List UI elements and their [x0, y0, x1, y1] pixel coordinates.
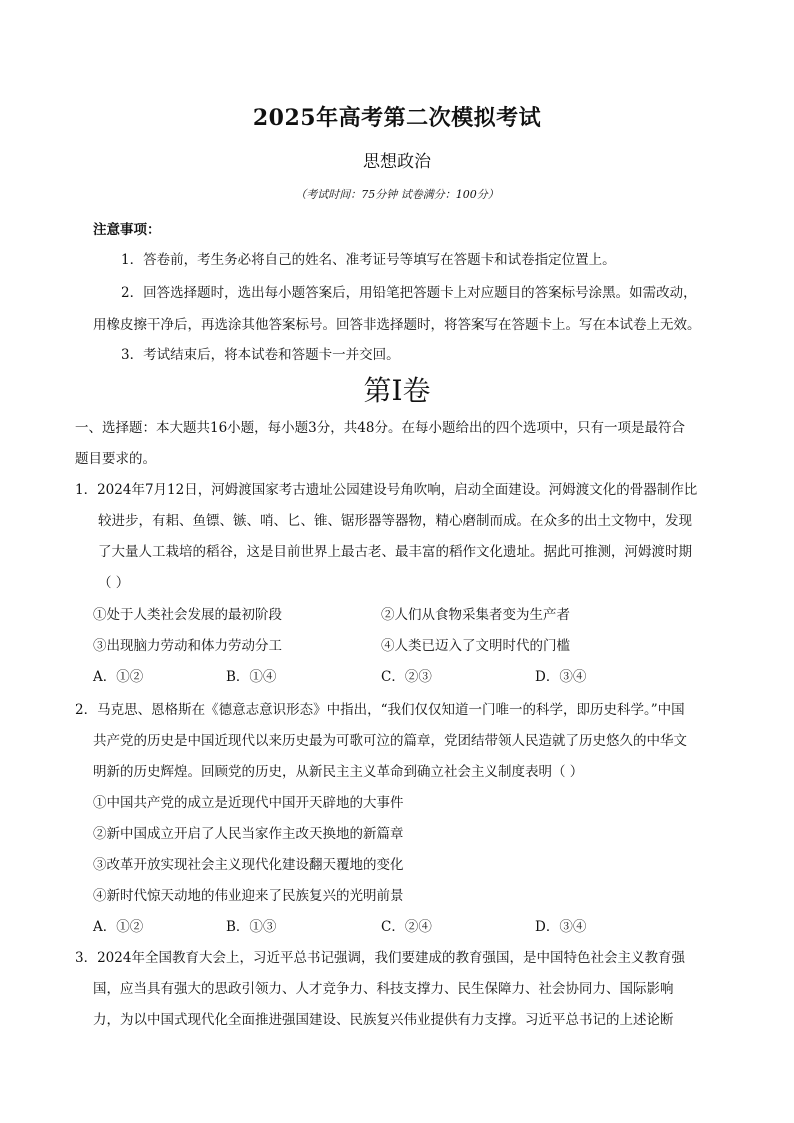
- q2-statement-2: ②新中国成立开启了人民当家作主改天换地的新篇章: [93, 826, 404, 842]
- q1-option-c: C．②③: [381, 669, 432, 685]
- q2-option-c: C．②④: [381, 919, 432, 935]
- q1-option-b: B．①④: [226, 669, 277, 685]
- notice-line-1: 1．答卷前，考生务必将自己的姓名、准考证号等填写在答题卡和试卷指定位置上。: [121, 252, 616, 268]
- q1-statement-1: ①处于人类社会发展的最初阶段: [93, 607, 282, 623]
- q2-line-1: 2．马克思、恩格斯在《德意志意识形态》中指出，“我们仅仅知道一门唯一的科学，即历史科学。”中国: [75, 702, 685, 718]
- q2-statement-3: ③改革开放实现社会主义现代化建设翻天覆地的变化: [93, 857, 404, 873]
- q3-line-1: 3．2024年全国教育大会上，习近平总书记强调，我们要建成的教育强国，是中国特色社会主义教育强: [75, 950, 685, 966]
- exam-info: （考试时间：75分钟 试卷满分：100分）: [295, 188, 499, 201]
- q2-statement-1: ①中国共产党的成立是近现代中国开天辟地的大事件: [93, 795, 404, 811]
- q1-line-1: 1．2024年7月12日，河姆渡国家考古遗址公园建设号角吹响，启动全面建设。河姆渡文化的骨器制作比: [75, 482, 698, 498]
- section-instruction-b: 题目要求的。: [75, 451, 156, 467]
- q2-option-a: A．①②: [93, 919, 144, 935]
- notice-line-3: 3．考试结束后，将本试卷和答题卡一并交回。: [121, 347, 400, 363]
- notice-line-2a: 2．回答选择题时，选出每小题答案后，用铅笔把答题卡上对应题目的答案标号涂黑。如需改动，: [121, 285, 697, 301]
- q1-answer-blank: （ ）: [98, 575, 130, 591]
- q1-option-a: A．①②: [93, 669, 144, 685]
- q1-option-d: D．③④: [535, 669, 587, 685]
- q2-line-2: 共产党的历史是中国近现代以来历史最为可歌可泣的篇章，党团结带领人民造就了历史悠久的中华文: [93, 733, 687, 749]
- notice-line-2b: 用橡皮擦干净后，再选涂其他答案标号。回答非选择题时，将答案写在答题卡上。写在本试卷上无效。: [93, 317, 701, 333]
- notice-heading: 注意事项：: [93, 222, 161, 238]
- q3-line-3: 力，为以中国式现代化全面推进强国建设、民族复兴伟业提供有力支撑。习近平总书记的上述论断: [93, 1012, 674, 1028]
- section-title: 第Ⅰ卷: [363, 374, 431, 407]
- q1-statement-3: ③出现脑力劳动和体力劳动分工: [93, 638, 282, 654]
- q1-line-3: 了大量人工栽培的稻谷，这是目前世界上最古老、最丰富的稻作文化遗址。据此可推测，河姆渡时期: [98, 544, 692, 560]
- q2-statement-4: ④新时代惊天动地的伟业迎来了民族复兴的光明前景: [93, 888, 404, 904]
- q1-line-2: 较进步，有耜、鱼镖、镞、哨、匕、锥、锯形器等器物，精心磨制而成。在众多的出土文物中，发现: [98, 513, 692, 529]
- q2-line-3: 明新的历史辉煌。回顾党的历史，从新民主主义革命到确立社会主义制度表明（ ）: [93, 764, 584, 780]
- q2-option-d: D．③④: [535, 919, 587, 935]
- q1-statement-4: ④人类已迈入了文明时代的门槛: [381, 638, 570, 654]
- q3-line-2: 国，应当具有强大的思政引领力、人才竞争力、科技支撑力、民生保障力、社会协同力、国际影响: [93, 981, 674, 997]
- exam-title: 2025年高考第二次模拟考试: [252, 105, 542, 131]
- section-instruction-a: 一、选择题：本大题共16小题，每小题3分，共48分。在每小题给出的四个选项中，只有一项是最符合: [75, 420, 685, 436]
- q1-statement-2: ②人们从食物采集者变为生产者: [381, 607, 570, 623]
- exam-subject: 思想政治: [363, 152, 431, 172]
- q2-option-b: B．①③: [226, 919, 277, 935]
